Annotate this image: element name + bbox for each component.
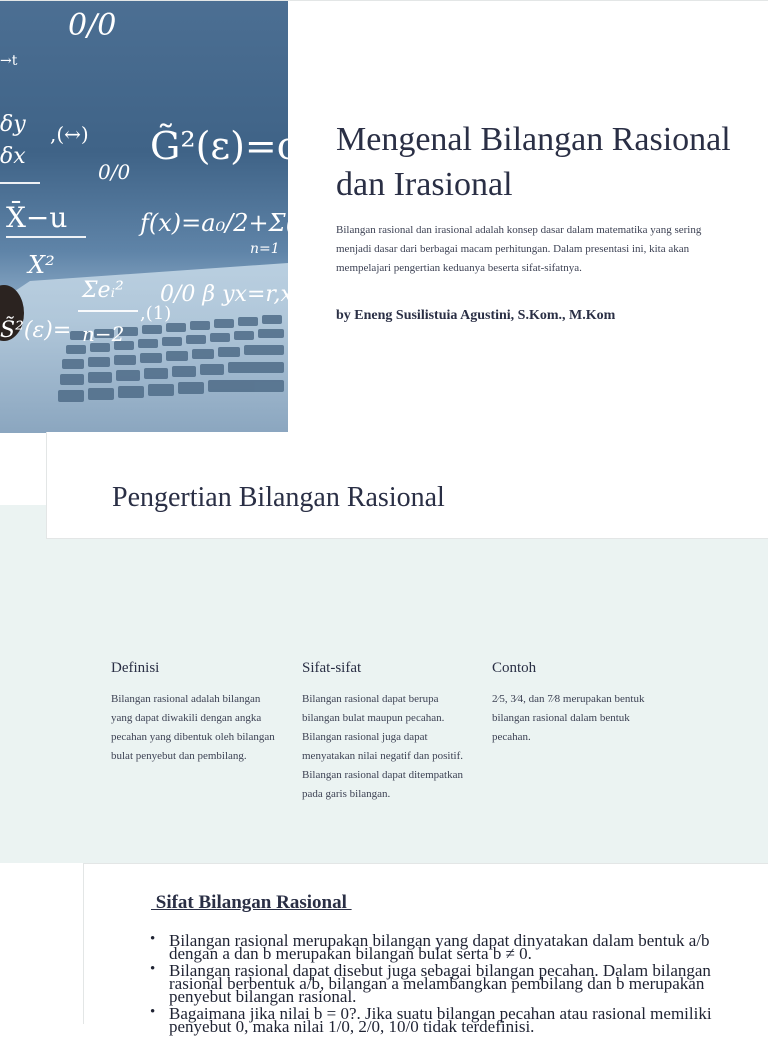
column-heading: Sifat-sifat: [302, 660, 362, 676]
formula-text: →t: [0, 53, 18, 69]
formula-text: 0/0: [68, 8, 117, 43]
slide-definition-header: [46, 432, 768, 539]
column-definisi: [111, 660, 276, 766]
formula-text: X²: [28, 251, 55, 279]
column-body: 2⁄5, 3⁄4, dan 7⁄8 merupakan bentuk bilangan rasional dalam bentuk pecahan.: [492, 693, 645, 743]
formula-text: 0/0 β yx=r,x: [160, 282, 293, 307]
formula-text: G̃²(ε)=ς: [150, 124, 299, 168]
column-heading: Definisi: [111, 660, 160, 676]
bullet-list: [150, 931, 750, 1037]
intro-paragraph: Bilangan rasional dan irasional adalah konsep dasar dalam matematika yang sering menjadi dasar dari berbagai macam perhitungan. Dalam presentasi ini, kita akan mempelajari pengertian keduanya beserta sifat-sifatnya.: [336, 224, 702, 274]
formula-text: Σeᵢ²: [82, 278, 124, 303]
bullet-item: • Bilangan rasional merupakan bilangan yang dapat dinyatakan dalam bentuk a/b dengan a dan b merupakan bilangan bulat serta b ≠ 0.: [150, 934, 750, 960]
column-contoh: [492, 660, 657, 747]
formula-text: n=1: [250, 241, 280, 257]
author-line: by Eneng Susilistuia Agustini, S.Kom., M.Kom: [336, 308, 616, 323]
column-body: Bilangan rasional dapat berupa bilangan bulat maupun pecahan. Bilangan rasional juga dapat menyatakan nilai negatif dan positif. Bilangan rasional dapat ditempatkan pada garis bilangan.: [302, 693, 463, 800]
column-heading: Contoh: [492, 660, 537, 676]
bullet-item: • Bilangan rasional dapat disebut juga sebagai bilangan pecahan. Dalam bilangan rasional berbentuk a/b, bilangan a melambangkan pembilang dan b merupakan penyebut bilangan rasional.: [150, 964, 750, 1003]
formula-text: ,(↔): [50, 122, 89, 146]
formula-text: ,(1): [140, 303, 172, 324]
hero-image-math-laptop: [0, 1, 299, 433]
formula-text: δx: [0, 144, 26, 169]
column-body: Bilangan rasional adalah bilangan yang dapat diwakili dengan angka pecahan yang dibentuk oleh bilangan bulat penyebut dan pembilang.: [111, 693, 275, 762]
column-sifat-sifat: [302, 660, 467, 804]
formula-text: n−2: [82, 322, 125, 346]
formula-text: 0/0: [98, 160, 131, 184]
formula-text: S̃²(ε)=: [0, 318, 72, 343]
presentation-title: Mengenal Bilangan Rasional dan Irasional: [336, 121, 731, 203]
slide-title: [0, 0, 768, 432]
formula-text: δy: [0, 112, 26, 137]
formula-text: f(x)=a₀/2+Σ(: [140, 209, 295, 237]
section-title: Pengertian Bilangan Rasional: [112, 482, 445, 513]
section-title: Sifat Bilangan Rasional: [151, 892, 352, 913]
math-formula-illustration: [0, 1, 299, 433]
formula-text: X̄−u: [6, 201, 68, 234]
slide-properties: [83, 863, 768, 1036]
bullet-item: • Bagaimana jika nilai b = 0?. Jika suatu bilangan pecahan atau rasional memiliki penyebut 0, maka nilai 1/0, 2/0, 10/0 tidak terdefinisi.: [150, 1007, 750, 1033]
